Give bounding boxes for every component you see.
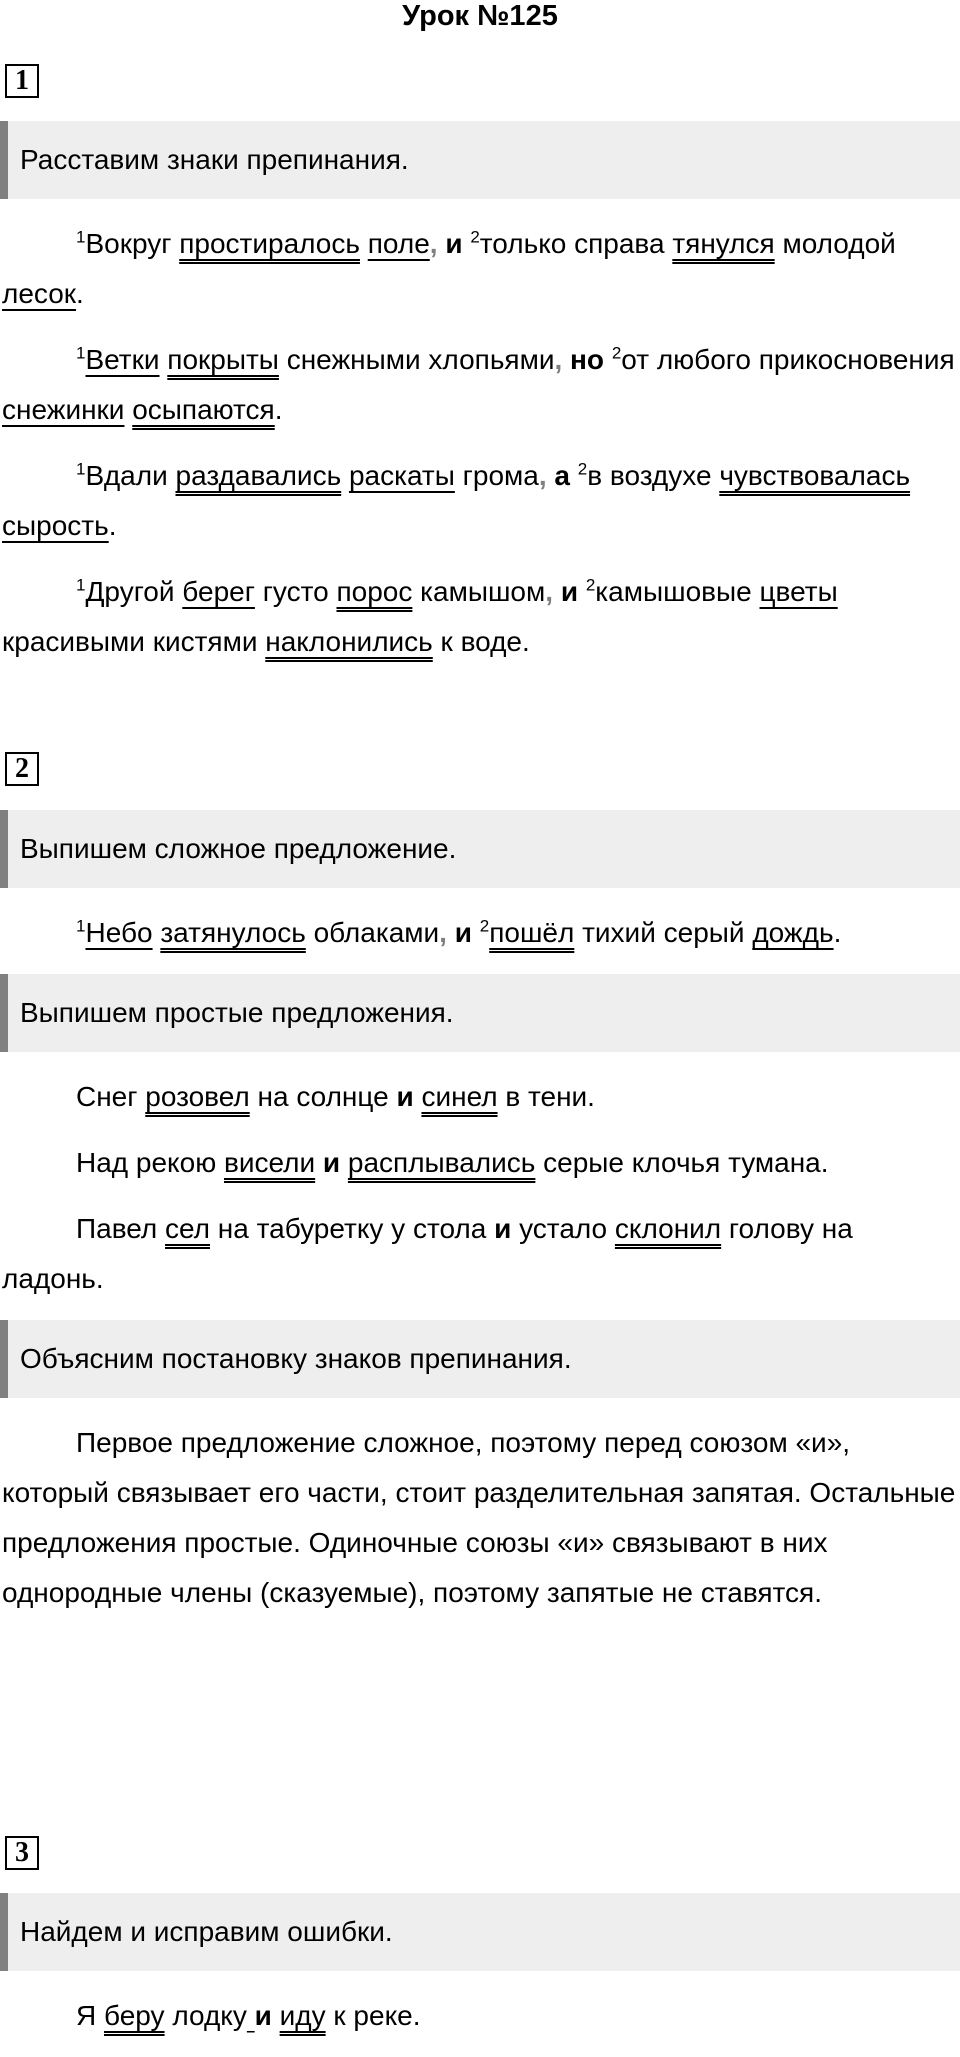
task-1-content [0,121,960,683]
task-instruction: Расставим знаки препинания. [0,121,960,199]
task-instruction: Выпишем простые предложения. [0,974,960,1052]
task-number: 1 [5,64,39,98]
task-2-content [0,810,960,1634]
explanation: Первое предложение сложное, поэтому перед союзом «и», который связывает его части, стоит разделительная запятая. Остальные предложения простые. Одиночные союзы «и» связывают в них однородные члены (сказуемые), поэтому запятые не ставятся. [2,1427,956,1608]
sentence-1: $^1$Вокруг простиралось поле, и $^2$только справа тянулся молодой лесок. [2,227,896,309]
simple-sentence-2: Над рекою висели и расплывались серые клочья тумана. [76,1147,829,1178]
sentence-4: $^1$Другой берег густо порос камышом, и $^2$камышовые цветы красивыми кистями наклонились к воде. [2,575,838,657]
simple-sentence-1: Снег розовел на солнце и синел в тени. [76,1081,595,1112]
task-3-content [0,1893,960,2057]
sentence-corrected: Я беру лодку и иду к реке. [76,2000,421,2031]
task-number: 2 [5,752,39,786]
simple-sentence-3: Павел сел на табуретку у стола и устало склонил голову на ладонь. [2,1213,853,1294]
task-instruction: Найдем и исправим ошибки. [0,1893,960,1971]
task-3 [0,1836,960,1870]
complex-sentence: $^1$Небо затянулось облаками, и $^2$пошёл тихий серый дождь. [76,916,842,948]
task-instruction: Выпишем сложное предложение. [0,810,960,888]
task-number: 3 [5,1836,39,1870]
sentence-3: $^1$Вдали раздавались раскаты грома, а $^2$в воздухе чувствовалась сырость. [2,459,911,541]
sentence-2: $^1$Ветки покрыты снежными хлопьями, но $^2$от любого прикосновения снежинки осыпаются. [2,343,955,425]
task-2 [0,752,960,786]
task-1 [0,64,960,98]
page-title: Урок №125 [402,0,558,32]
task-instruction: Объясним постановку знаков препинания. [0,1320,960,1398]
